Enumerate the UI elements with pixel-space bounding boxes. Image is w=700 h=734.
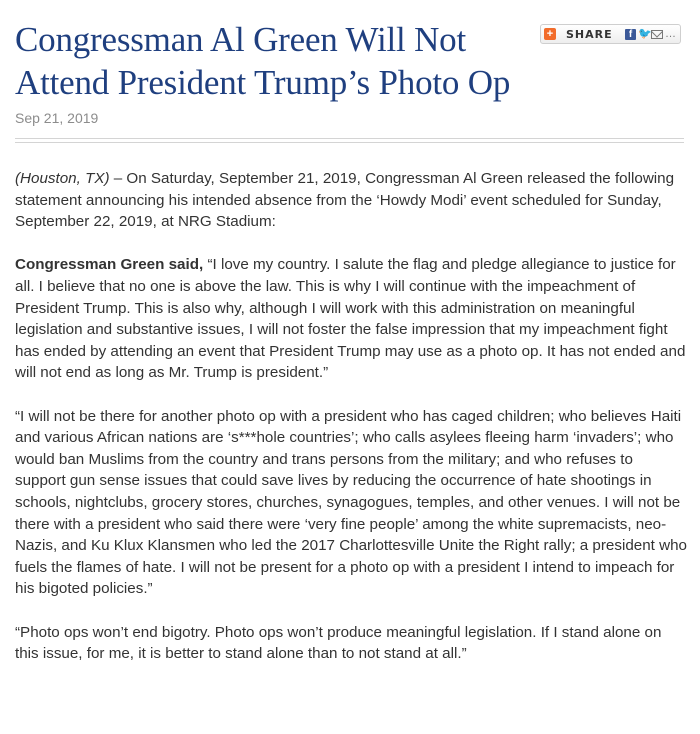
divider: [15, 138, 684, 143]
paragraph-intro: [15, 168, 687, 233]
share-plus-icon: +: [544, 28, 556, 40]
email-icon[interactable]: [651, 30, 663, 39]
paragraph-statement: [15, 254, 687, 384]
article-body: [15, 168, 687, 686]
paragraph-intro-text: – On Saturday, September 21, 2019, Congressman Al Green released the following statement announcing his intended absence from the ‘Howdy Modi’ event scheduled for Sunday, September 22, 2019, at NRG Stadium:: [15, 170, 675, 231]
dateline-location: (Houston, TX): [15, 170, 110, 187]
more-icon[interactable]: …: [665, 27, 676, 40]
article-title: Congressman Al Green Will Not Attend President Trump’s Photo Op: [15, 20, 511, 102]
article-date: Sep 21, 2019: [15, 110, 99, 126]
facebook-icon[interactable]: f: [625, 29, 636, 40]
share-button[interactable]: [540, 24, 681, 44]
share-label: SHARE: [566, 27, 613, 41]
speaker-attribution: Congressman Green said,: [15, 256, 204, 274]
twitter-icon[interactable]: 🐦: [638, 27, 652, 40]
paragraph-closing: “Photo ops won’t end bigotry. Photo ops won’t produce meaningful legislation. If I stand alone on this issue, for me, it is better to stand alone than to not stand at all.”: [15, 623, 662, 663]
paragraph-quote: “I will not be there for another photo op with a president who has caged children; who believes Haiti and various African nations are ‘s***hole countries’; who calls asylees fleeing harm ‘invaders’; who would ban Muslims from the country and trans persons from the military; and who refuses to support gun sense issues that could save lives by reducing the occurrence of hate shootings in schools, nightclubs, grocery stores, churches, synagogues, temples, and other venues. I will not be there with a president who said there were ‘very fine people’ among the white supremacists, neo-Nazis, and Ku Klux Klansmen who led the 2017 Charlottesville Unite the Right rally; a president who fuels the flames of hate. I will not be present for a photo op with a president I intend to impeach for his bigoted policies.”: [15, 407, 687, 598]
paragraph-statement-text: “I love my country. I salute the flag and pledge allegiance to justice for all. I believe that no one is above the law. This is why I will continue with the impeachment of President Trump. This is also why, although I will work with this administration on meaningful legislation and substantive issues, I will not foster the false impression that my impeachment fight has ended by attending an event that President Trump may use as a photo op. It has not ended and will not end as long as Mr. Trump is president.”: [15, 256, 686, 382]
share-service-icons: [625, 29, 676, 40]
